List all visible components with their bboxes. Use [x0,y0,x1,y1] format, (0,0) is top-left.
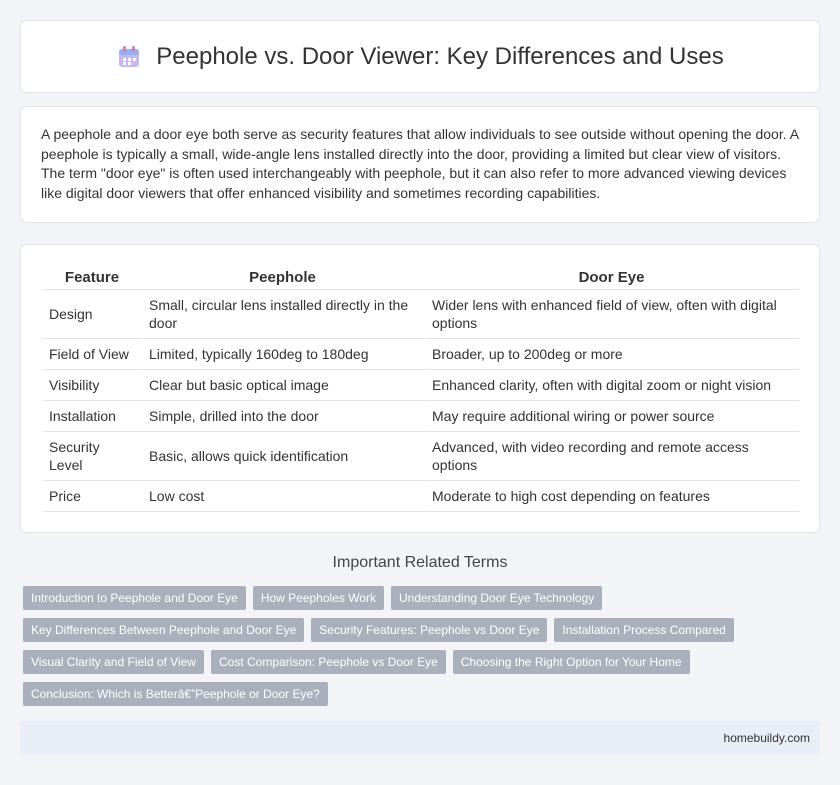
table-row [43,481,799,512]
tag-row [23,682,823,706]
tag-row [23,586,823,610]
header-card [20,20,820,93]
related-term-tag[interactable]: Key Differences Between Peephole and Door Eye [23,618,304,642]
peephole-cell: Limited, typically 160deg to 180deg [141,339,424,370]
peephole-cell: Small, circular lens installed directly in the door [141,290,424,339]
related-term-tag[interactable]: Choosing the Right Option for Your Home [453,650,690,674]
related-term-tag[interactable]: Installation Process Compared [554,618,733,642]
feature-cell: Design [43,290,141,339]
related-term-tag[interactable]: Security Features: Peephole vs Door Eye [311,618,547,642]
footer-site-link[interactable]: homebuildy.com [723,730,810,745]
peephole-cell: Clear but basic optical image [141,370,424,401]
comparison-table [43,265,799,512]
feature-cell: Installation [43,401,141,432]
feature-cell: Price [43,481,141,512]
related-term-tag[interactable]: Understanding Door Eye Technology [391,586,602,610]
related-term-tag[interactable]: How Peepholes Work [253,586,384,610]
table-row [43,432,799,481]
related-term-tag[interactable]: Cost Comparison: Peephole vs Door Eye [211,650,446,674]
comparison-table-card [20,244,820,533]
feature-cell: Visibility [43,370,141,401]
door-eye-cell: Enhanced clarity, often with digital zoom or night vision [424,370,799,401]
table-row [43,401,799,432]
header-peephole: Peephole [141,265,424,290]
related-term-tag[interactable]: Introduction to Peephole and Door Eye [23,586,246,610]
related-terms-tags [23,586,823,714]
calendar-icon [116,44,142,70]
table-row [43,290,799,339]
door-eye-cell: Wider lens with enhanced field of view, often with digital options [424,290,799,339]
peephole-cell: Basic, allows quick identification [141,432,424,481]
door-eye-cell: Broader, up to 200deg or more [424,339,799,370]
related-term-tag[interactable]: Conclusion: Which is Betterâ€”Peephole or Door Eye? [23,682,328,706]
header-door-eye: Door Eye [424,265,799,290]
peephole-cell: Simple, drilled into the door [141,401,424,432]
footer [20,721,820,754]
peephole-cell: Low cost [141,481,424,512]
tag-row [23,650,823,674]
intro-text: A peephole and a door eye both serve as security features that allow individuals to see outside without opening the door. A peephole is typically a small, wide-angle lens installed directly into the door, providing a limited but clear view of visitors. The term "door eye" is often used interchangeably with peephole, but it can also refer to more advanced viewing devices like digital door viewers that offer enhanced visibility and sometimes recording capabilities. [41,126,799,201]
header-feature: Feature [43,265,141,290]
door-eye-cell: Advanced, with video recording and remote access options [424,432,799,481]
title-wrap [116,43,723,71]
related-terms-title: Important Related Terms [332,554,508,571]
feature-cell: Field of View [43,339,141,370]
door-eye-cell: May require additional wiring or power source [424,401,799,432]
related-term-tag[interactable]: Visual Clarity and Field of View [23,650,204,674]
table-header-row [43,265,799,290]
table-row [43,339,799,370]
feature-cell: Security Level [43,432,141,481]
page-title: Peephole vs. Door Viewer: Key Differences and Uses [156,42,724,70]
table-row [43,370,799,401]
tag-row [23,618,823,642]
door-eye-cell: Moderate to high cost depending on features [424,481,799,512]
intro-card [20,106,820,223]
